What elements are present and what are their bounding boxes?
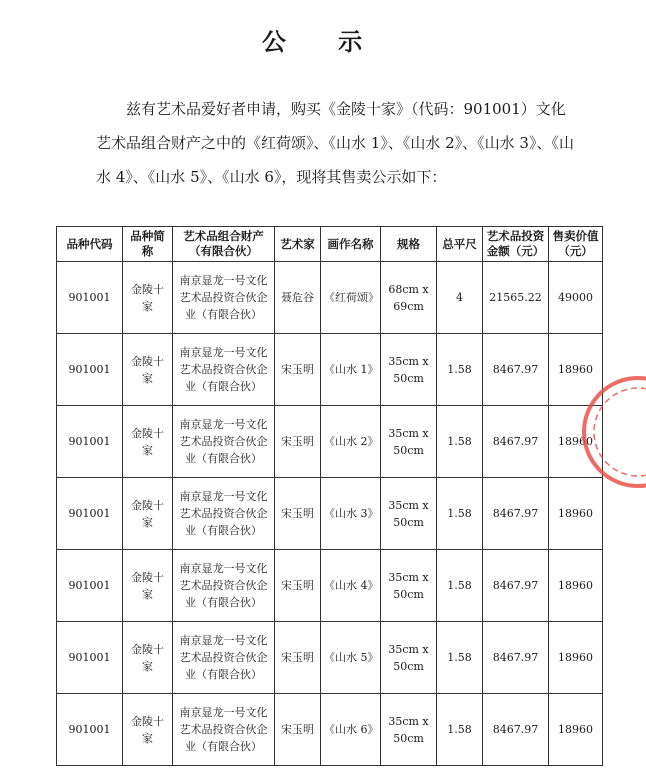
cell-partnership: 南京显龙一号文化艺术品投资合伙企业（有限合伙） [173, 694, 275, 766]
cell-size: 35cm x 50cm [381, 550, 437, 622]
header-code: 品种代码 [57, 227, 123, 262]
cell-artist: 宋玉明 [275, 694, 321, 766]
cell-artist: 宋玉明 [275, 550, 321, 622]
cell-size: 35cm x 50cm [381, 406, 437, 478]
cell-code: 901001 [57, 550, 123, 622]
cell-sale-value: 49000 [549, 262, 603, 334]
sale-table [56, 226, 603, 766]
header-painting: 画作名称 [321, 227, 381, 262]
cell-size: 35cm x 50cm [381, 622, 437, 694]
cell-code: 901001 [57, 334, 123, 406]
table-row [57, 694, 603, 766]
cell-investment: 8467.97 [483, 622, 549, 694]
cell-code: 901001 [57, 262, 123, 334]
table-row [57, 550, 603, 622]
cell-area: 1.58 [437, 406, 483, 478]
cell-investment: 8467.97 [483, 694, 549, 766]
cell-sale-value: 18960 [549, 334, 603, 406]
cell-partnership: 南京显龙一号文化艺术品投资合伙企业（有限合伙） [173, 550, 275, 622]
cell-painting: 《山水 4》 [321, 550, 381, 622]
cell-code: 901001 [57, 694, 123, 766]
table-header-row [57, 227, 603, 262]
table-row [57, 262, 603, 334]
cell-painting: 《山水 2》 [321, 406, 381, 478]
cell-short-name: 金陵十家 [123, 478, 173, 550]
cell-short-name: 金陵十家 [123, 406, 173, 478]
cell-size: 35cm x 50cm [381, 334, 437, 406]
cell-code: 901001 [57, 478, 123, 550]
cell-sale-value: 18960 [549, 622, 603, 694]
cell-area: 4 [437, 262, 483, 334]
intro-paragraph: 兹有艺术品爱好者申请，购买《金陵十家》（代码：901001）文化艺术品组合财产之中的《红荷颂》、《山水 1》、《山水 2》、《山水 3》、《山水 4》、《山水 5》、《山水 6》，现将其售卖公示如下： [96, 100, 574, 186]
cell-painting: 《山水 5》 [321, 622, 381, 694]
cell-partnership: 南京显龙一号文化艺术品投资合伙企业（有限合伙） [173, 262, 275, 334]
cell-partnership: 南京显龙一号文化艺术品投资合伙企业（有限合伙） [173, 622, 275, 694]
cell-artist: 宋玉明 [275, 406, 321, 478]
cell-area: 1.58 [437, 550, 483, 622]
official-seal-stamp [578, 372, 646, 492]
cell-investment: 8467.97 [483, 406, 549, 478]
cell-short-name: 金陵十家 [123, 694, 173, 766]
cell-partnership: 南京显龙一号文化艺术品投资合伙企业（有限合伙） [173, 406, 275, 478]
table-row [57, 406, 603, 478]
header-sale-value: 售卖价值（元） [549, 227, 603, 262]
header-investment: 艺术品投资金额（元） [483, 227, 549, 262]
header-size: 规格 [381, 227, 437, 262]
cell-artist: 宋玉明 [275, 622, 321, 694]
cell-investment: 8467.97 [483, 334, 549, 406]
header-artist: 艺术家 [275, 227, 321, 262]
cell-painting: 《山水 6》 [321, 694, 381, 766]
cell-area: 1.58 [437, 334, 483, 406]
cell-sale-value: 18960 [549, 478, 603, 550]
cell-size: 35cm x 50cm [381, 478, 437, 550]
cell-code: 901001 [57, 622, 123, 694]
cell-size: 68cm x 69cm [381, 262, 437, 334]
cell-investment: 21565.22 [483, 262, 549, 334]
cell-artist: 宋玉明 [275, 334, 321, 406]
cell-investment: 8467.97 [483, 550, 549, 622]
cell-artist: 聂危谷 [275, 262, 321, 334]
cell-sale-value: 18960 [549, 694, 603, 766]
header-short-name: 品种简称 [123, 227, 173, 262]
cell-code: 901001 [57, 406, 123, 478]
cell-area: 1.58 [437, 478, 483, 550]
cell-partnership: 南京显龙一号文化艺术品投资合伙企业（有限合伙） [173, 334, 275, 406]
cell-painting: 《山水 1》 [321, 334, 381, 406]
cell-sale-value: 18960 [549, 550, 603, 622]
cell-partnership: 南京显龙一号文化艺术品投资合伙企业（有限合伙） [173, 478, 275, 550]
cell-sale-value: 18960 [549, 406, 603, 478]
table-row [57, 622, 603, 694]
cell-short-name: 金陵十家 [123, 550, 173, 622]
cell-area: 1.58 [437, 694, 483, 766]
table-row [57, 334, 603, 406]
table-row [57, 478, 603, 550]
cell-short-name: 金陵十家 [123, 334, 173, 406]
header-area: 总平尺 [437, 227, 483, 262]
header-partnership: 艺术品组合财产（有限合伙） [173, 227, 275, 262]
cell-short-name: 金陵十家 [123, 262, 173, 334]
document-title: 公 示 [261, 27, 385, 56]
cell-artist: 宋玉明 [275, 478, 321, 550]
cell-painting: 《红荷颂》 [321, 262, 381, 334]
cell-size: 35cm x 50cm [381, 694, 437, 766]
cell-area: 1.58 [437, 622, 483, 694]
cell-investment: 8467.97 [483, 478, 549, 550]
cell-painting: 《山水 3》 [321, 478, 381, 550]
cell-short-name: 金陵十家 [123, 622, 173, 694]
